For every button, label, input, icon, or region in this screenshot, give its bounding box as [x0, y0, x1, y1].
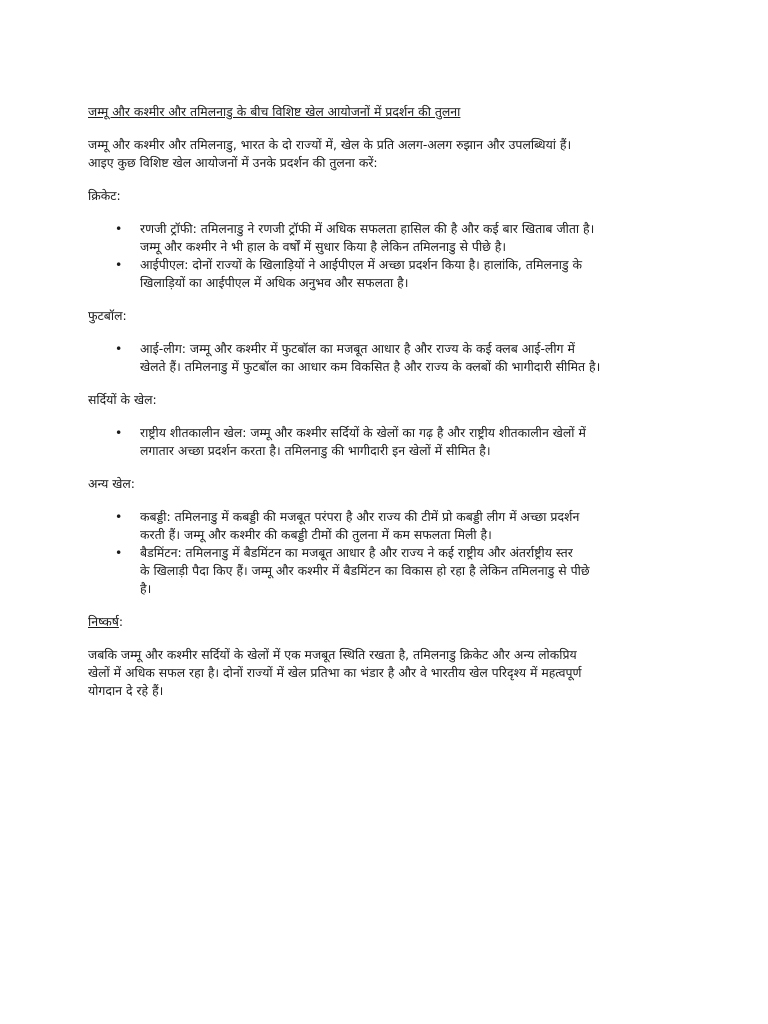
cricket-list	[88, 220, 688, 292]
conclusion-paragraph	[88, 646, 688, 700]
intro-paragraph	[88, 136, 688, 172]
bullet-icon: •	[115, 257, 123, 272]
list-item	[88, 220, 688, 256]
bullet-icon: •	[115, 221, 123, 236]
list-item-line: बैडमिंटन: तमिलनाडु में बैडमिंटन का मजबूत आधार है और राज्य ने कई राष्ट्रीय और अंतर्राष्ट्रीय स्तर	[140, 545, 573, 560]
bullet-icon: •	[115, 509, 123, 524]
list-item	[88, 544, 688, 598]
section-heading-winter-sports: सर्दियों के खेल:	[88, 392, 157, 407]
winter-sports-list	[88, 424, 688, 460]
bullet-icon: •	[115, 341, 123, 356]
conclusion-line: खेलों में अधिक सफल रहा है। दोनों राज्यों में खेल प्रतिभा का भंडार है और वे भारतीय खेल परिदृश्य में महत्वपूर्ण	[88, 665, 582, 680]
bullet-icon: •	[115, 425, 123, 440]
list-item-line: करती हैं। जम्मू और कश्मीर की कबड्डी टीमों की तुलना में कम सफलता मिली है।	[140, 527, 492, 542]
document-page	[88, 103, 688, 715]
other-sports-list	[88, 508, 688, 598]
section-heading-football: फुटबॉल:	[88, 308, 127, 323]
list-item-line: खेलते हैं। तमिलनाडु में फुटबॉल का आधार कम विकसित है और राज्य के क्लबों की भागीदारी सीमित है।	[140, 359, 601, 374]
list-item-line: जम्मू और कश्मीर ने भी हाल के वर्षों में सुधार किया है लेकिन तमिलनाडु से पीछे है।	[140, 239, 507, 254]
document-title: जम्मू और कश्मीर और तमिलनाडु के बीच विशिष्ट खेल आयोजनों में प्रदर्शन की तुलना	[88, 104, 461, 119]
list-item	[88, 424, 688, 460]
conclusion-heading-text: निष्कर्ष	[88, 614, 119, 629]
section-heading-other-sports: अन्य खेल:	[88, 476, 135, 491]
list-item-line: आईपीएल: दोनों राज्यों के खिलाड़ियों ने आईपीएल में अच्छा प्रदर्शन किया है। हालांकि, तमिलनाडु के	[140, 257, 583, 272]
list-item-line: लगातार अच्छा प्रदर्शन करता है। तमिलनाडु की भागीदारी इन खेलों में सीमित है।	[140, 443, 491, 458]
list-item-line: है।	[140, 581, 152, 596]
section-heading-cricket: क्रिकेट:	[88, 188, 121, 203]
conclusion-line: योगदान दे रहे हैं।	[88, 683, 164, 698]
list-item-line: कबड्डी: तमिलनाडु में कबड्डी की मजबूत परंपरा है और राज्य की टीमें प्रो कबड्डी लीग में अच्छा प्रदर्शन	[140, 509, 580, 524]
intro-line: आइए कुछ विशिष्ट खेल आयोजनों में उनके प्रदर्शन की तुलना करें:	[88, 155, 378, 170]
list-item-line: रणजी ट्रॉफी: तमिलनाडु ने रणजी ट्रॉफी में अधिक सफलता हासिल की है और कई बार खिताब जीता है।	[140, 221, 595, 236]
list-item	[88, 256, 688, 292]
football-list	[88, 340, 688, 376]
list-item-line: खिलाड़ियों का आईपीएल में अधिक अनुभव और सफलता है।	[140, 275, 409, 290]
list-item-line: के खिलाड़ी पैदा किए हैं। जम्मू और कश्मीर में बैडमिंटन का विकास हो रहा है लेकिन तमिलनाडु से पीछे	[140, 563, 590, 578]
intro-line: जम्मू और कश्मीर और तमिलनाडु, भारत के दो राज्यों में, खेल के प्रति अलग-अलग रुझान और उपलब्धियां हैं।	[88, 137, 572, 152]
list-item-line: आई-लीग: जम्मू और कश्मीर में फुटबॉल का मजबूत आधार है और राज्य के कई क्लब आई-लीग में	[140, 341, 575, 356]
section-heading-conclusion	[88, 613, 688, 631]
conclusion-heading-colon: :	[118, 614, 124, 629]
list-item-line: राष्ट्रीय शीतकालीन खेल: जम्मू और कश्मीर सर्दियों के खेलों का गढ़ है और राष्ट्रीय शीतकालीन खेलों में	[140, 425, 586, 440]
list-item	[88, 340, 688, 376]
conclusion-line: जबकि जम्मू और कश्मीर सर्दियों के खेलों में एक मजबूत स्थिति रखता है, तमिलनाडु क्रिकेट और अन्य लोकप्रिय	[88, 647, 577, 662]
list-item	[88, 508, 688, 544]
bullet-icon: •	[115, 545, 123, 560]
